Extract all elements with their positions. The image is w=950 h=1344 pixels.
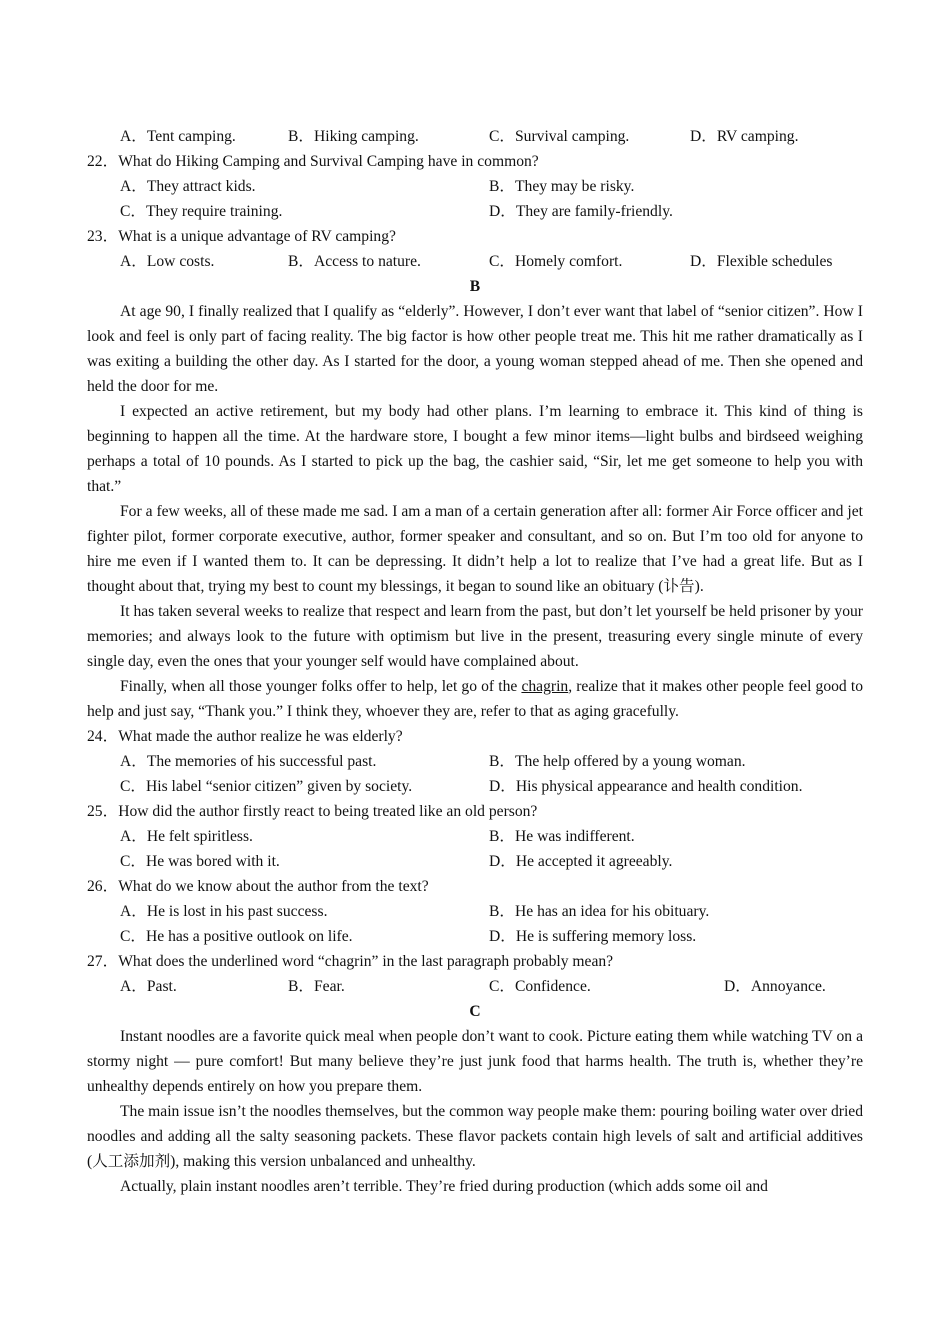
- q25-options-row2: [87, 849, 863, 874]
- section-c-paragraph-1: Instant noodles are a favorite quick meal when people don’t want to cook. Picture eating them while watching TV on a stormy night — pure comfort! But many believe they’re just junk food that harms health. The truth is, whether they’re unhealthy depends entirely on how you prepare them.: [87, 1028, 863, 1095]
- option-d: D．They are family-friendly.: [489, 203, 673, 220]
- section-c-paragraph-2: The main issue isn’t the noodles themselves, but the common way people make them: pouring boiling water over dried noodles and adding all the salty seasoning packets. These flavor packets contain high levels of salt and artificial additives (人工添加剂), making this version unbalanced and unhealthy.: [87, 1103, 863, 1170]
- option-c: C．Survival camping.: [489, 128, 630, 145]
- q22-question: 22．What do Hiking Camping and Survival Camping have in common?: [87, 153, 539, 170]
- section-c-paragraph-3: Actually, plain instant noodles aren’t terrible. They’re fried during production (which adds some oil and: [120, 1178, 768, 1195]
- q24-options-row1: [87, 749, 863, 774]
- option-c: C．He was bored with it.: [120, 853, 280, 870]
- underlined-word-chagrin: chagrin: [521, 678, 569, 695]
- option-b: B．He has an idea for his obituary.: [489, 903, 710, 920]
- option-c: C．Confidence.: [489, 978, 591, 995]
- section-b-paragraph-1: At age 90, I finally realized that I qualify as “elderly”. However, I don’t ever want that label of “senior citizen”. How I look and feel is only part of facing reality. The big factor is how other people treat me. This hit me rather dramatically as I was exiting a building the other day. As I started for the door, a young woman stepped ahead of me. Then she opened and held the door for me.: [87, 303, 863, 395]
- option-a: A．He is lost in his past success.: [120, 903, 328, 920]
- option-b: B．He was indifferent.: [489, 828, 635, 845]
- option-a: A．Tent camping.: [120, 128, 236, 145]
- option-a: A．He felt spiritless.: [120, 828, 253, 845]
- option-c: C．They require training.: [120, 203, 283, 220]
- option-c: C．His label “senior citizen” given by society.: [120, 778, 413, 795]
- paragraph-text-after: , realize that it makes other people feel good to help and just say, “Thank you.” I think they, whoever they are, refer to that as aging gracefully.: [87, 678, 863, 720]
- section-b-title: B: [469, 278, 481, 295]
- q25-options-row1: [87, 824, 863, 849]
- option-c: C．He has a positive outlook on life.: [120, 928, 353, 945]
- option-a: A．They attract kids.: [120, 178, 256, 195]
- option-d: D．Annoyance.: [724, 978, 826, 995]
- option-c: C．Homely comfort.: [489, 253, 623, 270]
- q26-options-row1: [87, 899, 863, 924]
- q23-question: 23．What is a unique advantage of RV camping?: [87, 228, 396, 245]
- section-b-paragraph-3: For a few weeks, all of these made me sad. I am a man of a certain generation after all: former Air Force officer and jet fighter pilot, former corporate executive, author, former speaker and consultant, and so on. But I’m too old for anyone to hire me even if I wanted them to. It can be depressing. It didn’t help a lot to realize that I’ve had a great life. But as I thought about that, trying my best to count my blessings, it began to sound like an obituary (讣告).: [87, 503, 863, 595]
- q22-options-row1: [87, 174, 863, 199]
- section-b-paragraph-4: It has taken several weeks to realize that respect and learn from the past, but don’t let yourself be held prisoner by your memories; and always look to the future with optimism but live in the present, treasuring every single minute of every single day, even the ones that your younger self would have complained about.: [87, 603, 863, 670]
- option-d: D．He accepted it agreeably.: [489, 853, 673, 870]
- q25-question: 25．How did the author firstly react to being treated like an old person?: [87, 803, 538, 820]
- option-b: B．The help offered by a young woman.: [489, 753, 746, 770]
- option-d: D．Flexible schedules: [690, 253, 833, 270]
- q24-question: 24．What made the author realize he was elderly?: [87, 728, 403, 745]
- option-a: A．Low costs.: [120, 253, 215, 270]
- option-b: B．Access to nature.: [288, 253, 421, 270]
- q21-options: [87, 124, 863, 149]
- q22-options-row2: [87, 199, 863, 224]
- option-a: A．Past.: [120, 978, 177, 995]
- q24-options-row2: [87, 774, 863, 799]
- option-a: A．The memories of his successful past.: [120, 753, 377, 770]
- option-d: D．RV camping.: [690, 128, 799, 145]
- option-d: D．He is suffering memory loss.: [489, 928, 697, 945]
- q27-question: 27．What does the underlined word “chagrin” in the last paragraph probably mean?: [87, 953, 614, 970]
- paragraph-text-before: Finally, when all those younger folks offer to help, let go of the: [120, 678, 522, 695]
- q26-options-row2: [87, 924, 863, 949]
- option-b: B．Fear.: [288, 978, 345, 995]
- q26-question: 26．What do we know about the author from the text?: [87, 878, 429, 895]
- section-c-title: C: [469, 1003, 481, 1020]
- q23-options: [87, 249, 863, 274]
- option-d: D．His physical appearance and health condition.: [489, 778, 803, 795]
- q27-options: [87, 974, 863, 999]
- section-b-paragraph-2: I expected an active retirement, but my body had other plans. I’m learning to embrace it. This kind of thing is beginning to happen all the time. At the hardware store, I bought a few minor items—light bulbs and birdseed weighing perhaps a total of 10 pounds. As I started to pick up the bag, the cashier said, “Sir, let me get someone to help you with that.”: [87, 403, 863, 495]
- section-b-paragraph-5: [87, 674, 863, 724]
- option-b: B．They may be risky.: [489, 178, 635, 195]
- option-b: B．Hiking camping.: [288, 128, 419, 145]
